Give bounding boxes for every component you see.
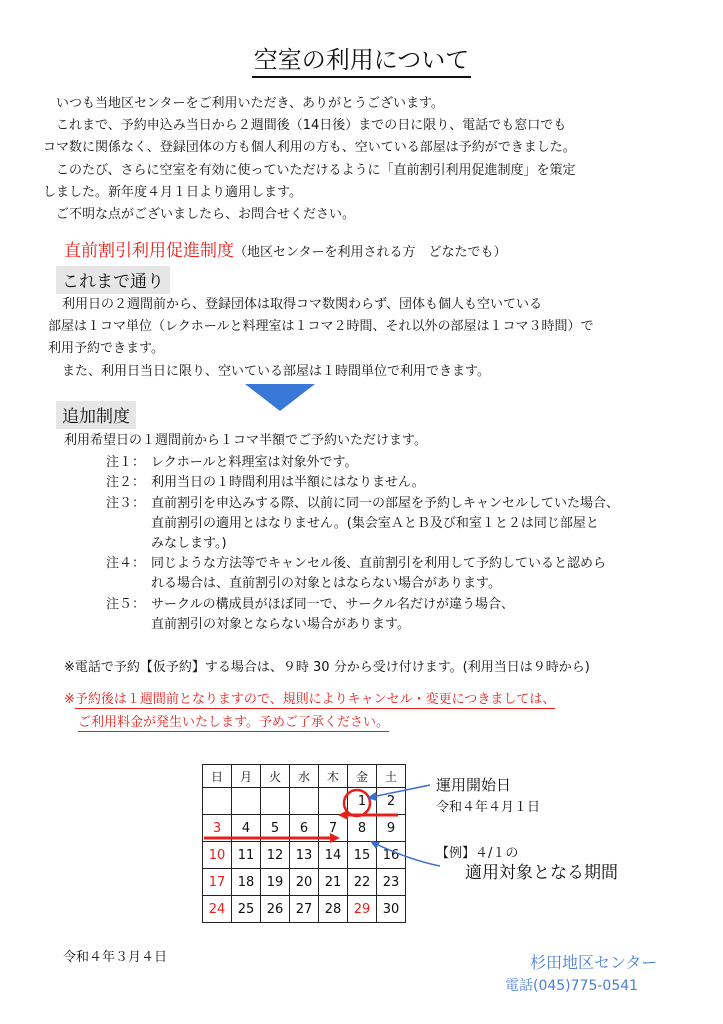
weekday-mon: 月	[232, 765, 261, 788]
calendar-day: 22	[348, 869, 377, 896]
calendar-day: 4	[232, 815, 261, 842]
warning-text-2: ご利用料金が発生いたします。予めご了承ください。	[78, 715, 389, 730]
note-4-text-2: れる場合は、直前割引の対象とはならない場合があります。	[151, 576, 501, 591]
note-1-text: レクホールと料理室は対象外です。	[151, 455, 358, 470]
section1-line-1: 利用日の２週間前から、登録団体は取得コマ数関わらず、団体も個人も空いている	[62, 297, 542, 312]
callout-arrow-icon	[370, 841, 440, 866]
calendar-day: 2	[377, 788, 406, 815]
calendar-day: 15	[348, 842, 377, 869]
weekday-fri: 金	[348, 765, 377, 788]
period-arrow-icon	[204, 833, 340, 843]
calendar-day: 30	[377, 896, 406, 923]
intro-line-3: コマ数に関係なく、登録団体の方も個人利用の方も、空いている部屋は予約ができました。	[43, 140, 576, 155]
period-text: 適用対象となる期間	[465, 863, 618, 883]
calendar-day: 21	[319, 869, 348, 896]
section2-lead: 利用希望日の１週間前から１コマ半額でご予約いただけます。	[64, 433, 427, 448]
note-5-text-1: サークルの構成員がほぼ同一で、サークル名だけが違う場合、	[151, 597, 514, 612]
calendar-day: 6	[290, 815, 319, 842]
weekday-sun: 日	[203, 765, 232, 788]
calendar-day: 29	[348, 896, 377, 923]
period-tag: 【例】４/１の	[436, 846, 519, 861]
program-name: 直前割引利用促進制度	[64, 241, 234, 261]
calendar-day: 14	[319, 842, 348, 869]
section-heading-added: 追加制度	[56, 401, 136, 429]
note-3-text-3: みなします。)	[151, 536, 227, 551]
calendar-day: 8	[348, 815, 377, 842]
intro-line-5: しました。新年度４月１日より適用します。	[43, 185, 302, 200]
note-5-text-2: 直前割引の対象とならない場合があります。	[151, 617, 410, 632]
warning-mark: ※	[64, 692, 75, 707]
calendar-day: 17	[203, 869, 232, 896]
phone-reservation-note: ※電話で予約【仮予約】する場合は、９時 30 分から受け付けます。(利用当日は９時から)	[64, 660, 590, 675]
warning-text-1: 予約後は１週間前となりますので、規則によりキャンセル・変更につきましては、	[74, 692, 556, 707]
note-3-text-2: 直前割引の適用とはなりません。(集会室ＡとＢ及び和室１と２は同じ部屋と	[151, 516, 599, 531]
organization-phone: 電話(045)775-0541	[505, 978, 639, 994]
calendar-day: 26	[261, 896, 290, 923]
section1-line-2: 部屋は１コマ単位（レクホールと料理室は１コマ２時間、それ以外の部屋は１コマ３時間）で	[48, 319, 594, 334]
note-1-label: 注１：	[106, 455, 146, 470]
page-title: 空室の利用について	[0, 40, 723, 75]
calendar-day: 13	[290, 842, 319, 869]
start-date-title: 運用開始日	[436, 776, 512, 794]
note-2-label: 注２：	[106, 475, 146, 490]
calendar-day: 11	[232, 842, 261, 869]
calendar-day: 25	[232, 896, 261, 923]
intro-line-1: いつも当地区センターをご利用いただき、ありがとうございます。	[43, 96, 444, 111]
note-3-text-1: 直前割引を申込みする際、以前に同一の部屋を予約しキャンセルしていた場合、	[151, 496, 620, 511]
calendar-day: 9	[377, 815, 406, 842]
weekday-thu: 木	[319, 765, 348, 788]
section1-line-3: 利用予約できます。	[48, 341, 164, 356]
calendar-day: 5	[261, 815, 290, 842]
calendar-day: 28	[319, 896, 348, 923]
callout-arrow-icon	[367, 785, 430, 801]
intro-line-6: ご不明な点がございましたら、お問合せください。	[43, 207, 356, 222]
calendar-day: 18	[232, 869, 261, 896]
calendar-day: 20	[290, 869, 319, 896]
weekday-tue: 火	[261, 765, 290, 788]
note-4-text-1: 同じような方法等でキャンセル後、直前割引を利用して予約していると認めら	[151, 556, 607, 571]
weekday-sat: 土	[377, 765, 406, 788]
weekday-wed: 水	[290, 765, 319, 788]
calendar-day: 27	[290, 896, 319, 923]
section1-line-4: また、利用日当日に限り、空いている部屋は１時間単位で利用できます。	[62, 364, 490, 379]
calendar-day: 1	[348, 788, 377, 815]
note-3-label: 注３：	[106, 496, 146, 511]
note-2-text: 利用当日の１時間利用は半額にはなりません。	[151, 475, 425, 490]
calendar-day: 12	[261, 842, 290, 869]
organization-name: 杉田地区センター	[530, 953, 658, 972]
section-heading-current: これまで通り	[56, 266, 170, 294]
start-date-value: 令和４年４月１日	[436, 800, 541, 815]
calendar-day: 3	[203, 815, 232, 842]
calendar-day: 19	[261, 869, 290, 896]
intro-line-2: これまで、予約申込み当日から２週間後（14日後）までの日に限り、電話でも窓口でも	[43, 118, 567, 133]
calendar-day: 24	[203, 896, 232, 923]
calendar-day: 23	[377, 869, 406, 896]
calendar-day: 10	[203, 842, 232, 869]
note-5-label: 注５：	[106, 597, 146, 612]
program-note: （地区センターを利用される方 どなたでも）	[234, 245, 507, 260]
note-4-label: 注４：	[106, 556, 146, 571]
intro-line-4: このたび、さらに空室を有効に使っていただけるように「直前割引利用促進制度」を策定	[43, 163, 576, 178]
calendar-day: 16	[377, 842, 406, 869]
calendar-day: 7	[319, 815, 348, 842]
issue-date: 令和４年３月４日	[63, 950, 168, 965]
